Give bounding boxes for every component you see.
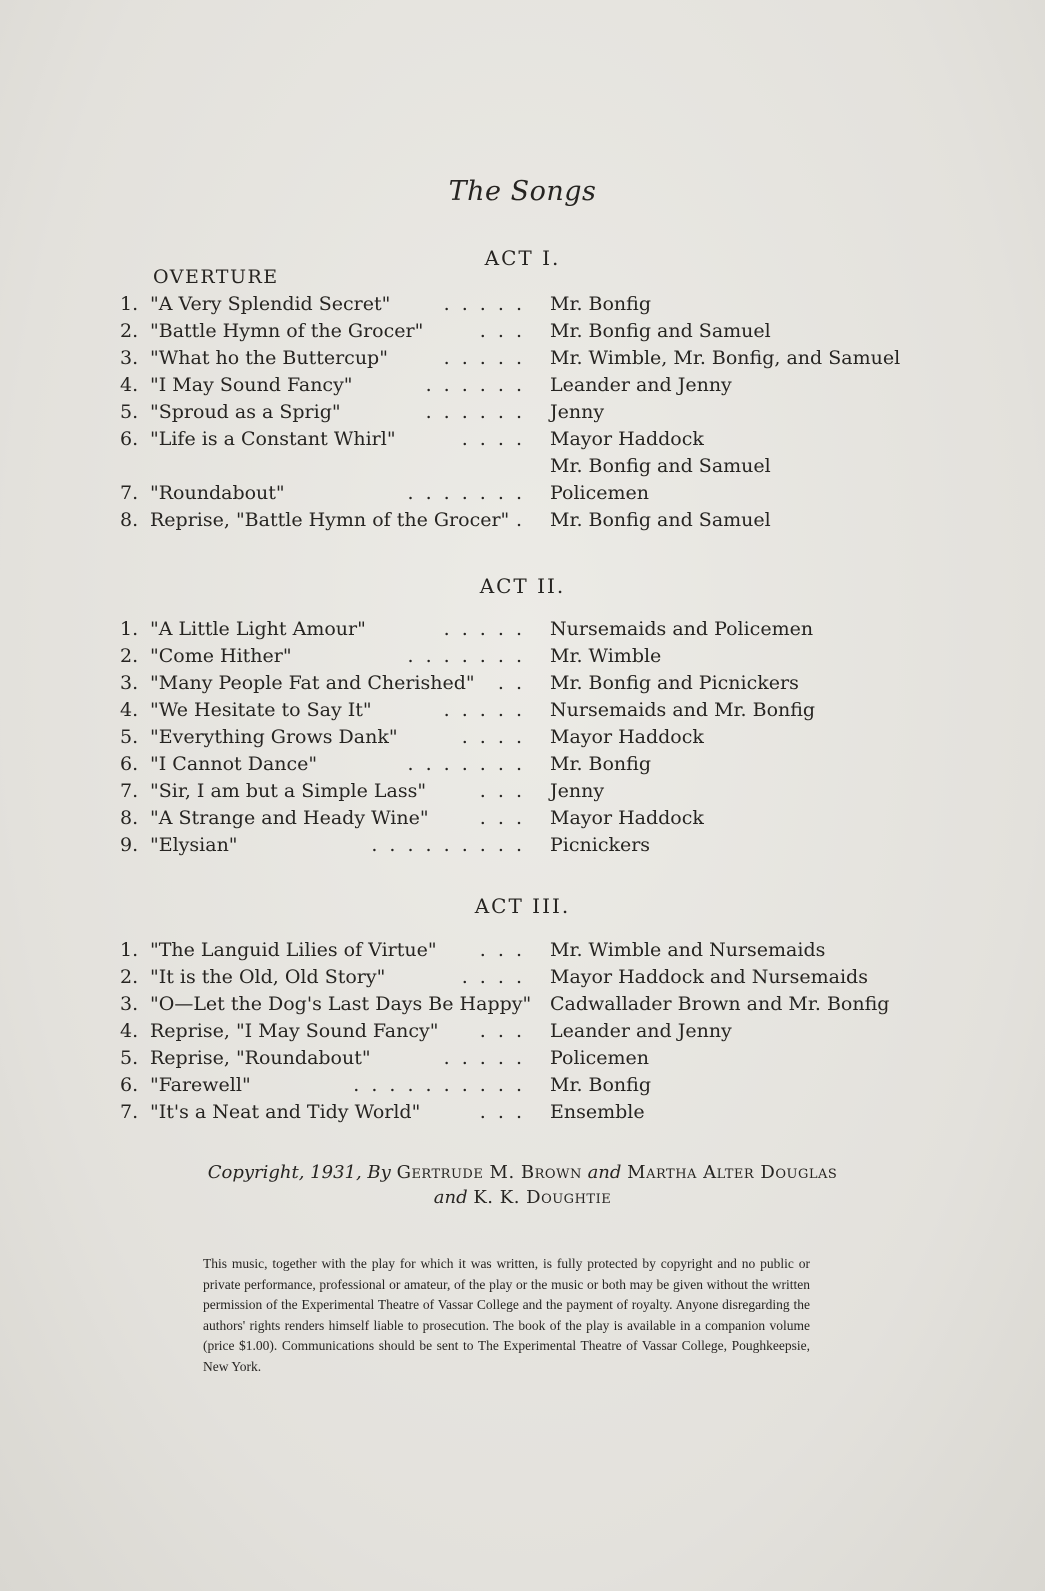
song-performer: Mr. Bonfig and Picnickers <box>550 672 799 694</box>
song-performer: Nursemaids and Policemen <box>550 618 814 640</box>
song-title: Reprise, "Roundabout" <box>150 1047 371 1069</box>
dot-leader: . . . <box>479 1101 525 1123</box>
song-performer: Policemen <box>550 482 649 504</box>
dot-leader: . . . . . <box>443 347 525 369</box>
song-number: 6. <box>120 428 139 450</box>
song-performer: Mayor Haddock and Nursemaids <box>550 966 868 988</box>
dot-leader: . . . . . . <box>425 374 525 396</box>
song-number: 2. <box>120 320 139 342</box>
song-row <box>0 291 1045 318</box>
dot-leader: . . . . . . . . . . <box>353 1074 525 1096</box>
song-row <box>0 453 1045 480</box>
song-number: 5. <box>120 726 139 748</box>
song-number: 4. <box>120 699 139 721</box>
song-performer: Picnickers <box>550 834 651 856</box>
dot-leader: . . . . . <box>443 699 525 721</box>
copyright-prefix: Copyright, 1931, By <box>207 1162 391 1183</box>
song-title: Reprise, "Battle Hymn of the Grocer" <box>150 509 510 531</box>
rights-notice: This music, together with the play for which it was written, is fully protected by copyright and no public or private performance, professional or amateur, of the play or the music or both may be given without the written permission of the Experimental Theatre of Vassar College and the payment of royalty. Anyone disregarding the authors' rights renders himself liable to prosecution. The book of the play is available in a companion volume (price $1.00). Communications should be sent to The Experimental Theatre of Vassar College, Poughkeepsie, New York. <box>203 1256 810 1374</box>
song-performer: Mr. Bonfig <box>550 1074 652 1096</box>
song-title: "Life is a Constant Whirl" <box>150 428 396 450</box>
song-row <box>0 991 1045 1018</box>
song-number: 4. <box>120 1020 139 1042</box>
song-title: Reprise, "I May Sound Fancy" <box>150 1020 439 1042</box>
song-performer: Jenny <box>550 401 605 423</box>
song-number: 2. <box>120 966 139 988</box>
dot-leader: . . . . . . . <box>407 645 525 667</box>
dot-leader: . . . . . <box>443 618 525 640</box>
dot-leader: . . . <box>479 780 525 802</box>
author-2: Martha Alter Douglas <box>627 1162 838 1183</box>
act-heading-1: ACT I. <box>484 246 561 270</box>
song-performer: Leander and Jenny <box>550 1020 732 1042</box>
song-number: 5. <box>120 401 139 423</box>
song-title: "A Very Splendid Secret" <box>150 293 391 315</box>
song-number: 7. <box>120 1101 139 1123</box>
song-number: 7. <box>120 482 139 504</box>
song-title: "I Cannot Dance" <box>150 753 318 775</box>
song-performer: Mr. Bonfig <box>550 753 652 775</box>
song-title: "Farewell" <box>150 1074 251 1096</box>
dot-leader: . . . <box>479 320 525 342</box>
copyright-line-2 <box>0 1185 1045 1210</box>
song-row <box>0 426 1045 453</box>
song-row <box>0 1072 1045 1099</box>
song-performer: Mr. Bonfig and Samuel <box>550 509 771 531</box>
song-row <box>0 964 1045 991</box>
song-number: 6. <box>120 1074 139 1096</box>
song-row <box>0 345 1045 372</box>
song-number: 9. <box>120 834 139 856</box>
song-row <box>0 480 1045 507</box>
song-title: "It's a Neat and Tidy World" <box>150 1101 421 1123</box>
song-row <box>0 751 1045 778</box>
song-performer: Leander and Jenny <box>550 374 732 396</box>
overture-label: OVERTURE <box>153 266 279 288</box>
song-number: 8. <box>120 509 139 531</box>
copyright-block <box>0 1160 1045 1210</box>
song-performer: Mr. Bonfig and Samuel <box>550 455 771 477</box>
song-title: "Battle Hymn of the Grocer" <box>150 320 424 342</box>
song-row <box>0 318 1045 345</box>
author-3: K. K. Doughtie <box>473 1187 612 1208</box>
song-number: 8. <box>120 807 139 829</box>
song-number: 7. <box>120 780 139 802</box>
song-row <box>0 1018 1045 1045</box>
song-number: 1. <box>120 618 139 640</box>
song-title: "O—Let the Dog's Last Days Be Happy" <box>150 993 532 1015</box>
song-title: "Roundabout" <box>150 482 285 504</box>
song-number: 2. <box>120 645 139 667</box>
dot-leader: . . . . . . . <box>407 482 525 504</box>
song-title: "It is the Old, Old Story" <box>150 966 386 988</box>
song-title: "I May Sound Fancy" <box>150 374 353 396</box>
dot-leader: . . . . . . . <box>407 753 525 775</box>
song-title: "We Hesitate to Say It" <box>150 699 372 721</box>
song-number: 3. <box>120 347 139 369</box>
song-performer: Policemen <box>550 1047 649 1069</box>
song-number: 1. <box>120 939 139 961</box>
song-performer: Jenny <box>550 780 605 802</box>
song-row <box>0 1045 1045 1072</box>
dot-leader: . . . . . . <box>425 401 525 423</box>
song-row <box>0 832 1045 859</box>
song-performer: Mr. Wimble <box>550 645 662 667</box>
dot-leader: . . . <box>479 939 525 961</box>
dot-leader: . . . . . <box>443 1047 525 1069</box>
song-number: 1. <box>120 293 139 315</box>
song-title: "Everything Grows Dank" <box>150 726 398 748</box>
dot-leader: . . . <box>479 1020 525 1042</box>
dot-leader: . . . <box>479 807 525 829</box>
song-performer: Mayor Haddock <box>550 807 704 829</box>
conjunction-2: and <box>433 1187 468 1208</box>
song-row <box>0 937 1045 964</box>
copyright-line-1 <box>0 1160 1045 1185</box>
dot-leader: . . . . <box>461 966 525 988</box>
song-row <box>0 670 1045 697</box>
song-title: "Many People Fat and Cherished" <box>150 672 475 694</box>
dot-leader: . . . . . <box>443 293 525 315</box>
song-title: "A Little Light Amour" <box>150 618 366 640</box>
song-title: "A Strange and Heady Wine" <box>150 807 429 829</box>
song-row <box>0 372 1045 399</box>
song-performer: Mr. Wimble, Mr. Bonfig, and Samuel <box>550 347 901 369</box>
song-row <box>0 778 1045 805</box>
song-row <box>0 643 1045 670</box>
song-title: "Sir, I am but a Simple Lass" <box>150 780 427 802</box>
song-row <box>0 805 1045 832</box>
song-row <box>0 616 1045 643</box>
song-number: 6. <box>120 753 139 775</box>
song-title: "The Languid Lilies of Virtue" <box>150 939 437 961</box>
song-title: "What ho the Buttercup" <box>150 347 388 369</box>
dot-leader: . . . . <box>461 726 525 748</box>
song-row <box>0 399 1045 426</box>
song-row <box>0 724 1045 751</box>
dot-leader: . . . . . . . . . <box>371 834 525 856</box>
author-1: Gertrude M. Brown <box>396 1162 582 1183</box>
song-title: "Elysian" <box>150 834 238 856</box>
act-heading-2: ACT II. <box>479 574 566 598</box>
song-performer: Mr. Wimble and Nursemaids <box>550 939 826 961</box>
song-title: "Sproud as a Sprig" <box>150 401 341 423</box>
conjunction-1: and <box>587 1162 622 1183</box>
page-title: The Songs <box>448 176 597 207</box>
song-row <box>0 697 1045 724</box>
song-performer: Mayor Haddock <box>550 726 704 748</box>
song-number: 4. <box>120 374 139 396</box>
song-row <box>0 507 1045 534</box>
song-performer: Ensemble <box>550 1101 645 1123</box>
song-number: 5. <box>120 1047 139 1069</box>
song-performer: Mr. Bonfig and Samuel <box>550 320 771 342</box>
song-performer: Nursemaids and Mr. Bonfig <box>550 699 816 721</box>
song-number: 3. <box>120 672 139 694</box>
act-heading-3: ACT III. <box>474 894 571 918</box>
song-performer: Cadwallader Brown and Mr. Bonfig <box>550 993 890 1015</box>
dot-leader: . . <box>497 672 525 694</box>
song-row <box>0 1099 1045 1126</box>
dot-leader: . . . . <box>461 428 525 450</box>
song-performer: Mayor Haddock <box>550 428 704 450</box>
song-number: 3. <box>120 993 139 1015</box>
dot-leader: . <box>515 509 525 531</box>
song-performer: Mr. Bonfig <box>550 293 652 315</box>
song-title: "Come Hither" <box>150 645 292 667</box>
